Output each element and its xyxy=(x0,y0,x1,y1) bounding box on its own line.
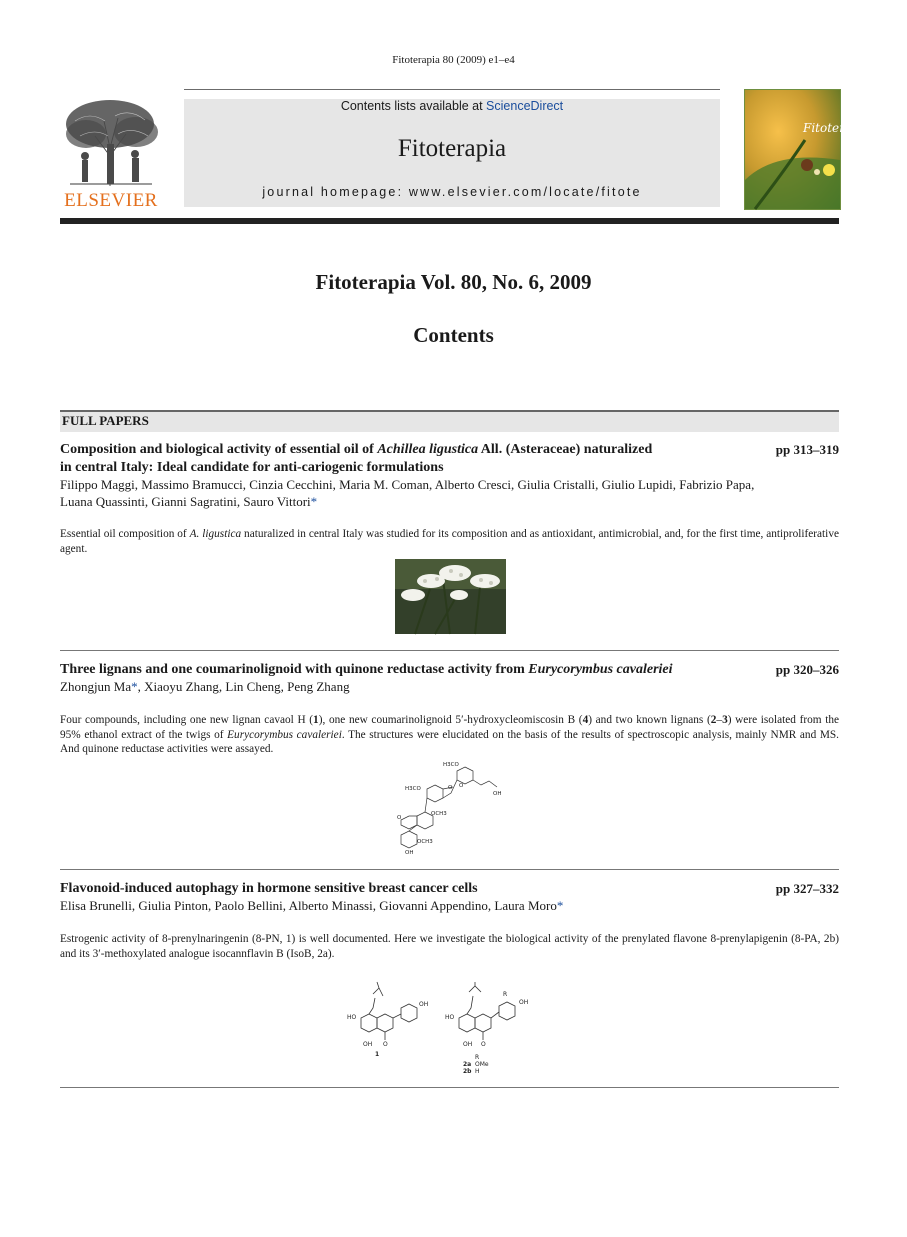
abstract-species: Eurycorymbus cavaleriei xyxy=(227,728,342,741)
contents-available xyxy=(184,99,720,113)
article-2-coauthors: , Xiaoyu Zhang, Lin Cheng, Peng Zhang xyxy=(137,679,350,694)
abstract-species: A. ligustica xyxy=(189,528,242,540)
banner-top-rule xyxy=(184,89,720,90)
structure-label: OH xyxy=(463,1041,473,1048)
structure-label: H3CO xyxy=(443,762,459,768)
elsevier-wordmark: ELSEVIER xyxy=(64,190,158,211)
article-2-title-part: Three lignans and one coumarinolignoid with quinone reductase activity from xyxy=(60,662,529,677)
flavonoid-structures xyxy=(345,984,540,1076)
contents-heading: Contents xyxy=(413,323,494,347)
elsevier-tree-icon xyxy=(60,96,162,190)
structure-label: O xyxy=(397,815,402,821)
issue-title: Fitoterapia Vol. 80, No. 6, 2009 xyxy=(315,270,592,294)
structure-label: OCH3 xyxy=(431,811,447,817)
article-2-pages[interactable]: pp 320–326 xyxy=(775,662,839,677)
cover-image xyxy=(745,90,871,209)
structure-label: HO xyxy=(347,1014,357,1021)
structure-label: OMe xyxy=(475,1061,489,1068)
abstract-text: ) were isolated from the 95% ethanol extract of the twigs of xyxy=(60,714,840,741)
compound-number: 2 xyxy=(710,714,717,726)
compound-label: 2b xyxy=(463,1068,472,1075)
structure-label: O xyxy=(481,1041,486,1048)
article-2-abstract xyxy=(60,713,839,757)
sciencedirect-link[interactable]: ScienceDirect xyxy=(486,99,564,113)
abstract-text: naturalized in central Italy was studied for its composition and as antioxidant, antimicrobial, and, for the first time, antiproliferative agent. xyxy=(60,528,839,555)
structure-label: HO xyxy=(445,1014,455,1021)
article-3-authors-text: Elisa Brunelli, Giulia Pinton, Paolo Bellini, Alberto Minassi, Giovanni Appendino, Laura Moro xyxy=(60,898,557,913)
article-2-authors xyxy=(60,678,780,695)
structure-label: H xyxy=(475,1068,480,1075)
achillea-flower-photo xyxy=(395,559,506,634)
article-2-title[interactable] xyxy=(60,661,750,679)
compound-number: 1 xyxy=(313,714,319,726)
article-2-title-species: Eurycorymbus cavaleriei xyxy=(528,662,673,677)
structure-label: OH xyxy=(363,1041,373,1048)
section-bar xyxy=(60,410,839,432)
journal-name: Fitoterapia xyxy=(397,135,507,162)
structure-label: R xyxy=(503,991,508,998)
journal-homepage[interactable]: journal homepage: www.elsevier.com/locate/fitote xyxy=(262,185,642,199)
structure-label: O xyxy=(448,785,453,791)
abstract-text: ) and two known lignans ( xyxy=(588,714,711,726)
structure-label: H3CO xyxy=(405,786,421,792)
corresponding-author-star[interactable]: * xyxy=(556,898,564,913)
article-3-pages[interactable]: pp 327–332 xyxy=(775,881,839,896)
coumarinolignoid-structure xyxy=(395,757,510,857)
structure-label: O xyxy=(383,1041,388,1048)
article-1-title-line2: in central Italy: Ideal candidate for anti-cariogenic formulations xyxy=(60,459,444,475)
structure-label: O xyxy=(459,783,464,789)
article-1-title-part: Composition and biological activity of essential oil of xyxy=(60,442,378,457)
article-1-pages[interactable]: pp 313–319 xyxy=(775,442,839,457)
article-separator xyxy=(60,650,839,651)
compound-number: 3 xyxy=(722,714,728,726)
article-1-abstract xyxy=(60,527,839,556)
article-2-corresponding-author: Zhongjun Ma xyxy=(60,679,132,694)
article-3-title[interactable]: Flavonoid-induced autophagy in hormone sensitive breast cancer cells xyxy=(60,881,478,896)
structure-label: OH xyxy=(419,1001,429,1008)
elsevier-logo[interactable] xyxy=(60,96,162,210)
article-1-title-part: All. (Asteraceae) naturalized xyxy=(478,442,653,457)
contents-prefix: Contents lists available at xyxy=(340,99,487,113)
structure-label: R xyxy=(475,1054,480,1061)
corresponding-author-star[interactable]: * xyxy=(310,494,318,509)
structure-label: OH xyxy=(519,999,529,1006)
article-separator xyxy=(60,869,839,870)
corresponding-author-star[interactable]: * xyxy=(131,679,138,694)
article-1-authors-line1: Filippo Maggi, Massimo Bramucci, Cinzia Cecchini, Maria M. Coman, Alberto Cresci, Giulia Cristalli, Giulio Lupidi, Fabrizio Papa, xyxy=(60,477,755,492)
compound-number: 4 xyxy=(582,714,589,726)
article-separator xyxy=(60,1087,839,1088)
abstract-text: Four compounds, including one new lignan cavaol H ( xyxy=(60,714,314,726)
article-1-title[interactable] xyxy=(60,441,720,476)
compound-label: 2a xyxy=(463,1061,472,1068)
article-3-authors xyxy=(60,897,780,914)
masthead-rule xyxy=(60,218,839,224)
article-3-abstract: Estrogenic activity of 8-prenylnaringenin (8-PN, 1) is well documented. Here we investigate the biological activity of the prenylated flavone 8-prenylapigenin (8-PA, 2b) and its 3′-methoxylated analogue isocannflavin B (IsoB, 2a). xyxy=(60,933,839,960)
abstract-text: – xyxy=(716,714,723,726)
structure-label: OCH3 xyxy=(417,839,433,845)
abstract-text: ), one new coumarinolignoid 5′-hydroxycleomiscosin B ( xyxy=(318,714,583,726)
cover-title: Fitoterapia xyxy=(803,121,871,135)
abstract-text: . The structures were elucidated on the basis of the results of spectroscopic analysis, mainly NMR and MS. And quinone reductase activities were assayed. xyxy=(60,728,839,755)
article-1-title-species: Achillea ligustica xyxy=(377,442,479,457)
abstract-text: Essential oil composition of xyxy=(60,528,190,540)
structure-label: OH xyxy=(405,850,414,856)
journal-cover[interactable] xyxy=(744,89,871,210)
article-1-authors xyxy=(60,476,780,510)
section-label: FULL PAPERS xyxy=(62,413,149,428)
structure-label: OH xyxy=(493,791,502,797)
running-head: Fitoterapia 80 (2009) e1–e4 xyxy=(392,54,515,66)
article-1-authors-line2: Luana Quassinti, Gianni Sagratini, Sauro Vittori xyxy=(60,494,311,509)
compound-label: 1 xyxy=(375,1051,380,1058)
